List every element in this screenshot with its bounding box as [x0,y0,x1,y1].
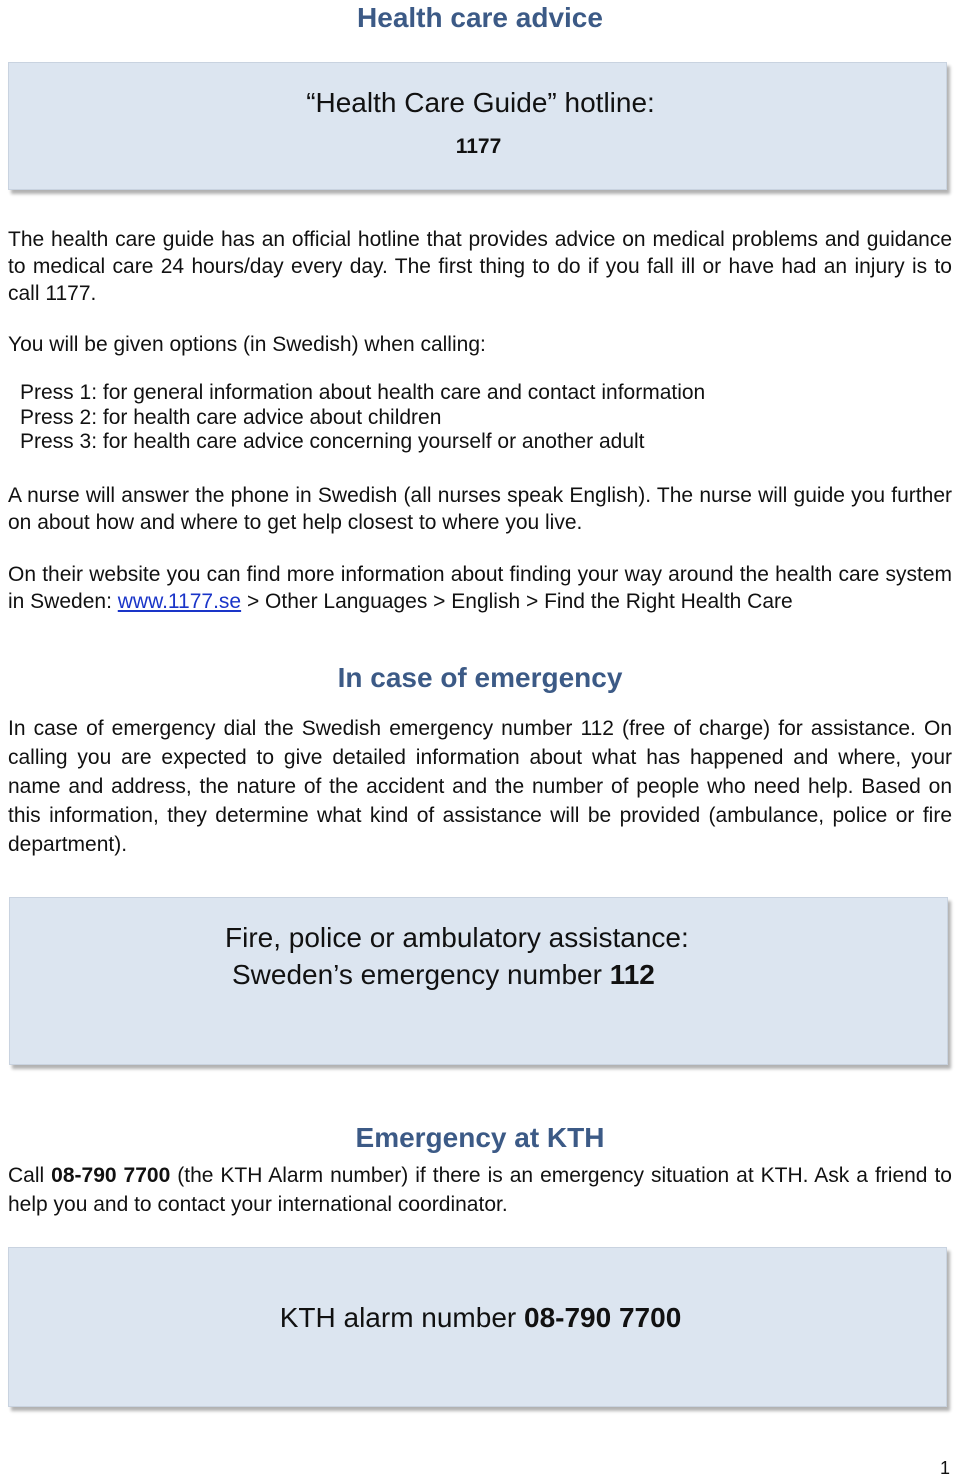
kth-alarm-number: 08-790 7700 [524,1302,682,1333]
hotline-box [8,62,947,190]
nurse-info: A nurse will answer the phone in Swedish (all nurses speak English). The nurse will guide you further on about how and where to get help closest to where you live. [8,484,952,534]
kth-alarm-prefix: KTH alarm number [279,1302,525,1333]
health-care-intro: The health care guide has an official hotline that provides advice on medical problems and guidance to medical care 24 hours/day every day. The first thing to do if you fall ill or have had an injury is to call 1177. [8,228,952,305]
kth-info-rest: (the KTH Alarm number) if there is an emergency situation at KTH. Ask a friend to help you and to contact your international coordinator. [8,1164,952,1216]
emergency-number: 112 [609,959,655,990]
website-link[interactable]: www.1177.se [117,590,242,613]
page-title: Health care advice [357,2,603,33]
kth-alarm-box [8,1247,947,1407]
kth-info [8,1161,952,1219]
kth-heading: Emergency at KTH [355,1122,605,1153]
hotline-number: 1177 [455,135,502,158]
page-number: 1 [939,1458,950,1478]
emergency-info: In case of emergency dial the Swedish emergency number 112 (free of charge) for assistance. On calling you are expected to give detailed information about what has happened and where, your name and address, the nature of the accident and the number of people who need help. Based on this information, they determine what kind of assistance will be provided (ambulance, police or fire department). [8,717,952,856]
phone-option-2: Press 2: for health care advice about children [20,405,442,429]
phone-option-3: Press 3: for health care advice concerning yourself or another adult [20,430,645,453]
phone-option-1: Press 1: for general information about health care and contact information [20,381,706,404]
emergency-box-prefix: Sweden’s emergency number [232,959,610,990]
emergency-heading: In case of emergency [337,662,623,693]
website-path: > Other Languages > English > Find the Right Health Care [241,590,793,613]
kth-call: Call [8,1164,52,1187]
emergency-box [9,897,948,1065]
website-info [8,561,952,615]
hotline-title: “Health Care Guide” hotline: [306,87,655,118]
emergency-box-line1: Fire, police or ambulatory assistance: [225,922,689,953]
options-intro: You will be given options (in Swedish) when calling: [8,333,486,356]
emergency-box-line2 [232,959,655,991]
website-text: On their website you can find more information about finding your way around the health care system in Sweden: [8,563,952,613]
kth-alarm-line [9,1302,948,1334]
phone-options-list [20,381,950,455]
kth-alarm-number-inline: 08-790 7700 [51,1164,171,1187]
